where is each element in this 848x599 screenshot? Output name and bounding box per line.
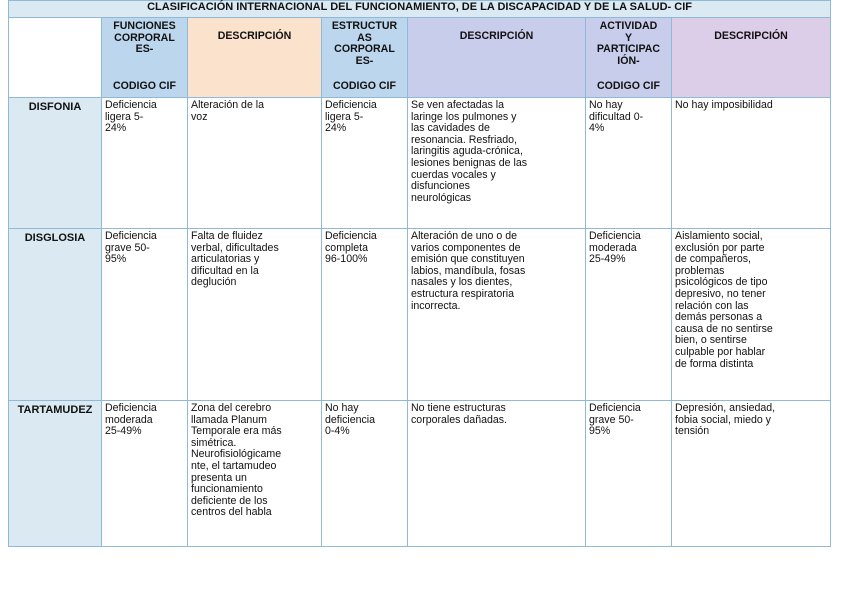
cell-actividad: No hay dificultad 0- 4% <box>586 98 672 229</box>
cell-funciones: Deficiencia grave 50- 95% <box>102 229 188 401</box>
cell-descripcion-2: Se ven afectadas la laringe los pulmones y las cavidades de resonancia. Resfriado, laringitis aguda-crónica, lesiones benignas de las cuerdas vocales y disfunciones neurológicas <box>408 98 586 229</box>
cell-descripcion-1: Alteración de la voz <box>188 98 322 229</box>
cell-descripcion-3: Aislamiento social, exclusión por parte de compañeros, problemas psicológicos de tipo depresivo, no tener relación con las demás personas a causa de no sentirse bien, o sentirse culpable por hablar de forma distinta <box>672 229 831 401</box>
cell-funciones: Deficiencia moderada 25-49% <box>102 401 188 547</box>
cell-descripcion-2: Alteración de uno o de varios componentes de emisión que constituyen labios, mandíbula, fosas nasales y los dientes, estructura respiratoria incorrecta. <box>408 229 586 401</box>
cell-descripcion-3: Depresión, ansiedad, fobia social, miedo y tensión <box>672 401 831 547</box>
header-estructuras-label: ESTRUCTUR AS CORPORAL ES- <box>331 20 398 67</box>
header-actividad <box>586 18 672 98</box>
cell-estructuras: Deficiencia ligera 5- 24% <box>322 98 408 229</box>
cif-table <box>8 0 831 547</box>
header-row <box>9 18 831 98</box>
header-estructuras <box>322 18 408 98</box>
header-descripcion-3 <box>672 18 831 98</box>
header-descripcion-1 <box>188 18 322 98</box>
header-descripcion-3-label: DESCRIPCIÓN <box>714 30 788 42</box>
row-label: DISFONIA <box>9 98 102 229</box>
table-row-disglosia <box>9 229 831 401</box>
header-descripcion-2-label: DESCRIPCIÓN <box>459 30 534 42</box>
cell-actividad: Deficiencia moderada 25-49% <box>586 229 672 401</box>
header-estructuras-code: CODIGO CIF <box>333 80 396 93</box>
cell-actividad: Deficiencia grave 50- 95% <box>586 401 672 547</box>
table-row-disfonia <box>9 98 831 229</box>
cell-descripcion-2: No tiene estructuras corporales dañadas. <box>408 401 586 547</box>
cell-descripcion-1: Falta de fluidez verbal, dificultades articulatorias y dificultad en la deglución <box>188 229 322 401</box>
row-label: TARTAMUDEZ <box>9 401 102 547</box>
header-actividad-label: ACTIVIDAD Y PARTICIPAC IÓN- <box>596 20 661 67</box>
cell-funciones: Deficiencia ligera 5- 24% <box>102 98 188 229</box>
cell-estructuras: No hay deficiencia 0-4% <box>322 401 408 547</box>
header-funciones <box>102 18 188 98</box>
header-blank <box>9 18 102 98</box>
row-label: DISGLOSIA <box>9 229 102 401</box>
header-funciones-label: FUNCIONES CORPORAL ES- <box>113 20 176 56</box>
cell-descripcion-1: Zona del cerebro llamada Planum Temporale era más simétrica. Neurofisiológicame nte, el tartamudeo presenta un funcionamiento deficiente de los centros del habla <box>188 401 322 547</box>
cell-estructuras: Deficiencia completa 96-100% <box>322 229 408 401</box>
header-funciones-code: CODIGO CIF <box>113 80 176 93</box>
header-descripcion-2 <box>408 18 586 98</box>
table-title: CLASIFICACIÓN INTERNACIONAL DEL FUNCIONAMIENTO, DE LA DISCAPACIDAD Y DE LA SALUD- CIF <box>9 1 831 18</box>
header-descripcion-1-label: DESCRIPCIÓN <box>217 30 292 42</box>
table-row-tartamudez <box>9 401 831 547</box>
cell-descripcion-3: No hay imposibilidad <box>672 98 831 229</box>
header-actividad-code: CODIGO CIF <box>597 80 660 93</box>
